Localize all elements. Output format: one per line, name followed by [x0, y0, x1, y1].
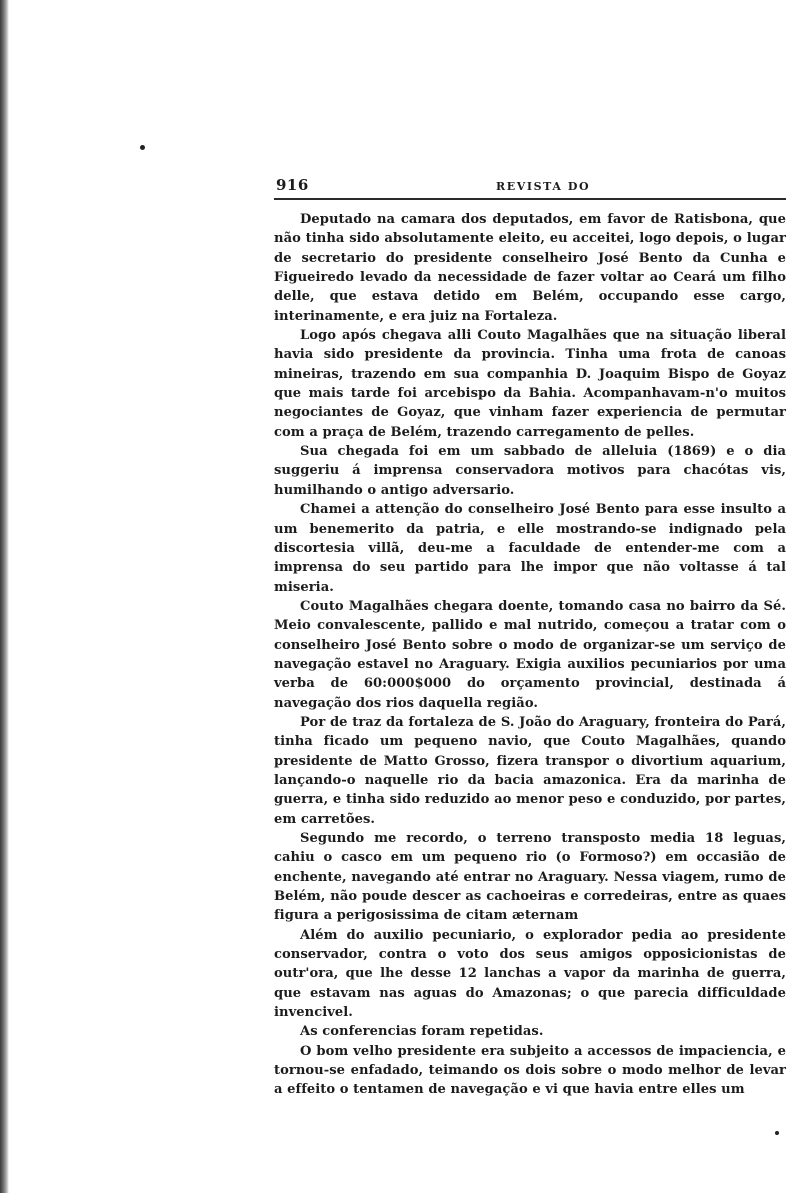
- page-binding-edge: [0, 0, 9, 1193]
- paragraph: As conferencias foram repetidas.: [300, 1024, 544, 1040]
- running-head: REVISTA DO: [496, 180, 591, 193]
- paragraph: Por de traz da fortaleza de S. João do Araguary, fronteira do Pará, tinha ficado um pequeno navio, que Couto Magalhães, quando presidente de Matto Grosso, fizera transpor o divortium aquarium, lançando-o naquelle rio da bacia amazonica. Era da marinha de guerra, e tinha sido reduzido ao menor peso e conduzido, por partes, em carretões.: [274, 714, 786, 827]
- paragraph: Sua chegada foi em um sabbado de alleluia (1869) e o dia suggeriu á imprensa conservadora motivos para chacótas vis, humilhando o antigo adversario.: [274, 444, 786, 498]
- paragraph: O bom velho presidente era subjeito a accessos de impaciencia, e tornou-se enfadado, teimando os dois sobre o modo melhor de levar a effeito o tentamen de navegação e vi que havia entre elles um: [274, 1043, 786, 1098]
- book-page: [274, 172, 786, 1100]
- page-number: 916: [276, 176, 309, 194]
- paragraph: Segundo me recordo, o terreno transposto media 18 leguas, cahiu o casco em um pequeno rio (o Formoso?) em occasião de enchente, navegando até entrar no Araguary. Nessa viagem, rumo de Belém, não poude descer as cachoeiras e corredeiras, entre as quaes figura a perigosissima de citam æternam: [274, 831, 786, 924]
- ink-speck: [140, 145, 145, 150]
- paragraph: Couto Magalhães chegara doente, tomando casa no bairro da Sé. Meio convalescente, pallido e mal nutrido, começou a tratar com o conselheiro José Bento sobre o modo de organizar-se um serviço de navegação estavel no Araguary. Exigia auxilios pecuniarios por uma verba de 60:000$000 do orçamento provincial, destinada á navegação dos rios daquella região.: [274, 598, 786, 711]
- paragraph: Além do auxilio pecuniario, o explorador pedia ao presidente conservador, contra o voto dos seus amigos opposicionistas de outr'ora, que lhe desse 12 lanchas a vapor da marinha de guerra, que estavam nas aguas do Amazonas; o que parecia difficuldade invencivel.: [274, 927, 786, 1021]
- paragraph: Chamei a attenção do conselheiro José Bento para esse insulto a um benemerito da patria, e elle mostrando-se indignado pela discortesia villã, deu-me a faculdade de entender-me com a imprensa do seu partido para lhe impor que não voltasse á tal miseria.: [274, 502, 786, 595]
- body-text: [274, 210, 786, 1100]
- paragraph: Deputado na camara dos deputados, em favor de Ratisbona, que não tinha sido absolutamente eleito, eu acceitei, logo depois, o lugar de secretario do presidente conselheiro José Bento da Cunha e Figueiredo levado da necessidade de fazer voltar ao Ceará um filho delle, que estava detido em Belém, occupando esse cargo, interinamente, e era juiz na Fortaleza.: [274, 212, 786, 324]
- header-rule: [274, 198, 786, 200]
- page-header: [274, 172, 786, 196]
- paragraph: Logo após chegava alli Couto Magalhães que na situação liberal havia sido presidente da provincia. Tinha uma frota de canoas mineiras, trazendo em sua companhia D. Joaquim Bispo de Goyaz que mais tarde foi arcebispo da Bahia. Acompanhavam-n'o muitos negociantes de Goyaz, que vinham fazer experiencia de permutar com a praça de Belém, trazendo carregamento de pelles.: [274, 328, 786, 440]
- ink-speck: [775, 1131, 779, 1135]
